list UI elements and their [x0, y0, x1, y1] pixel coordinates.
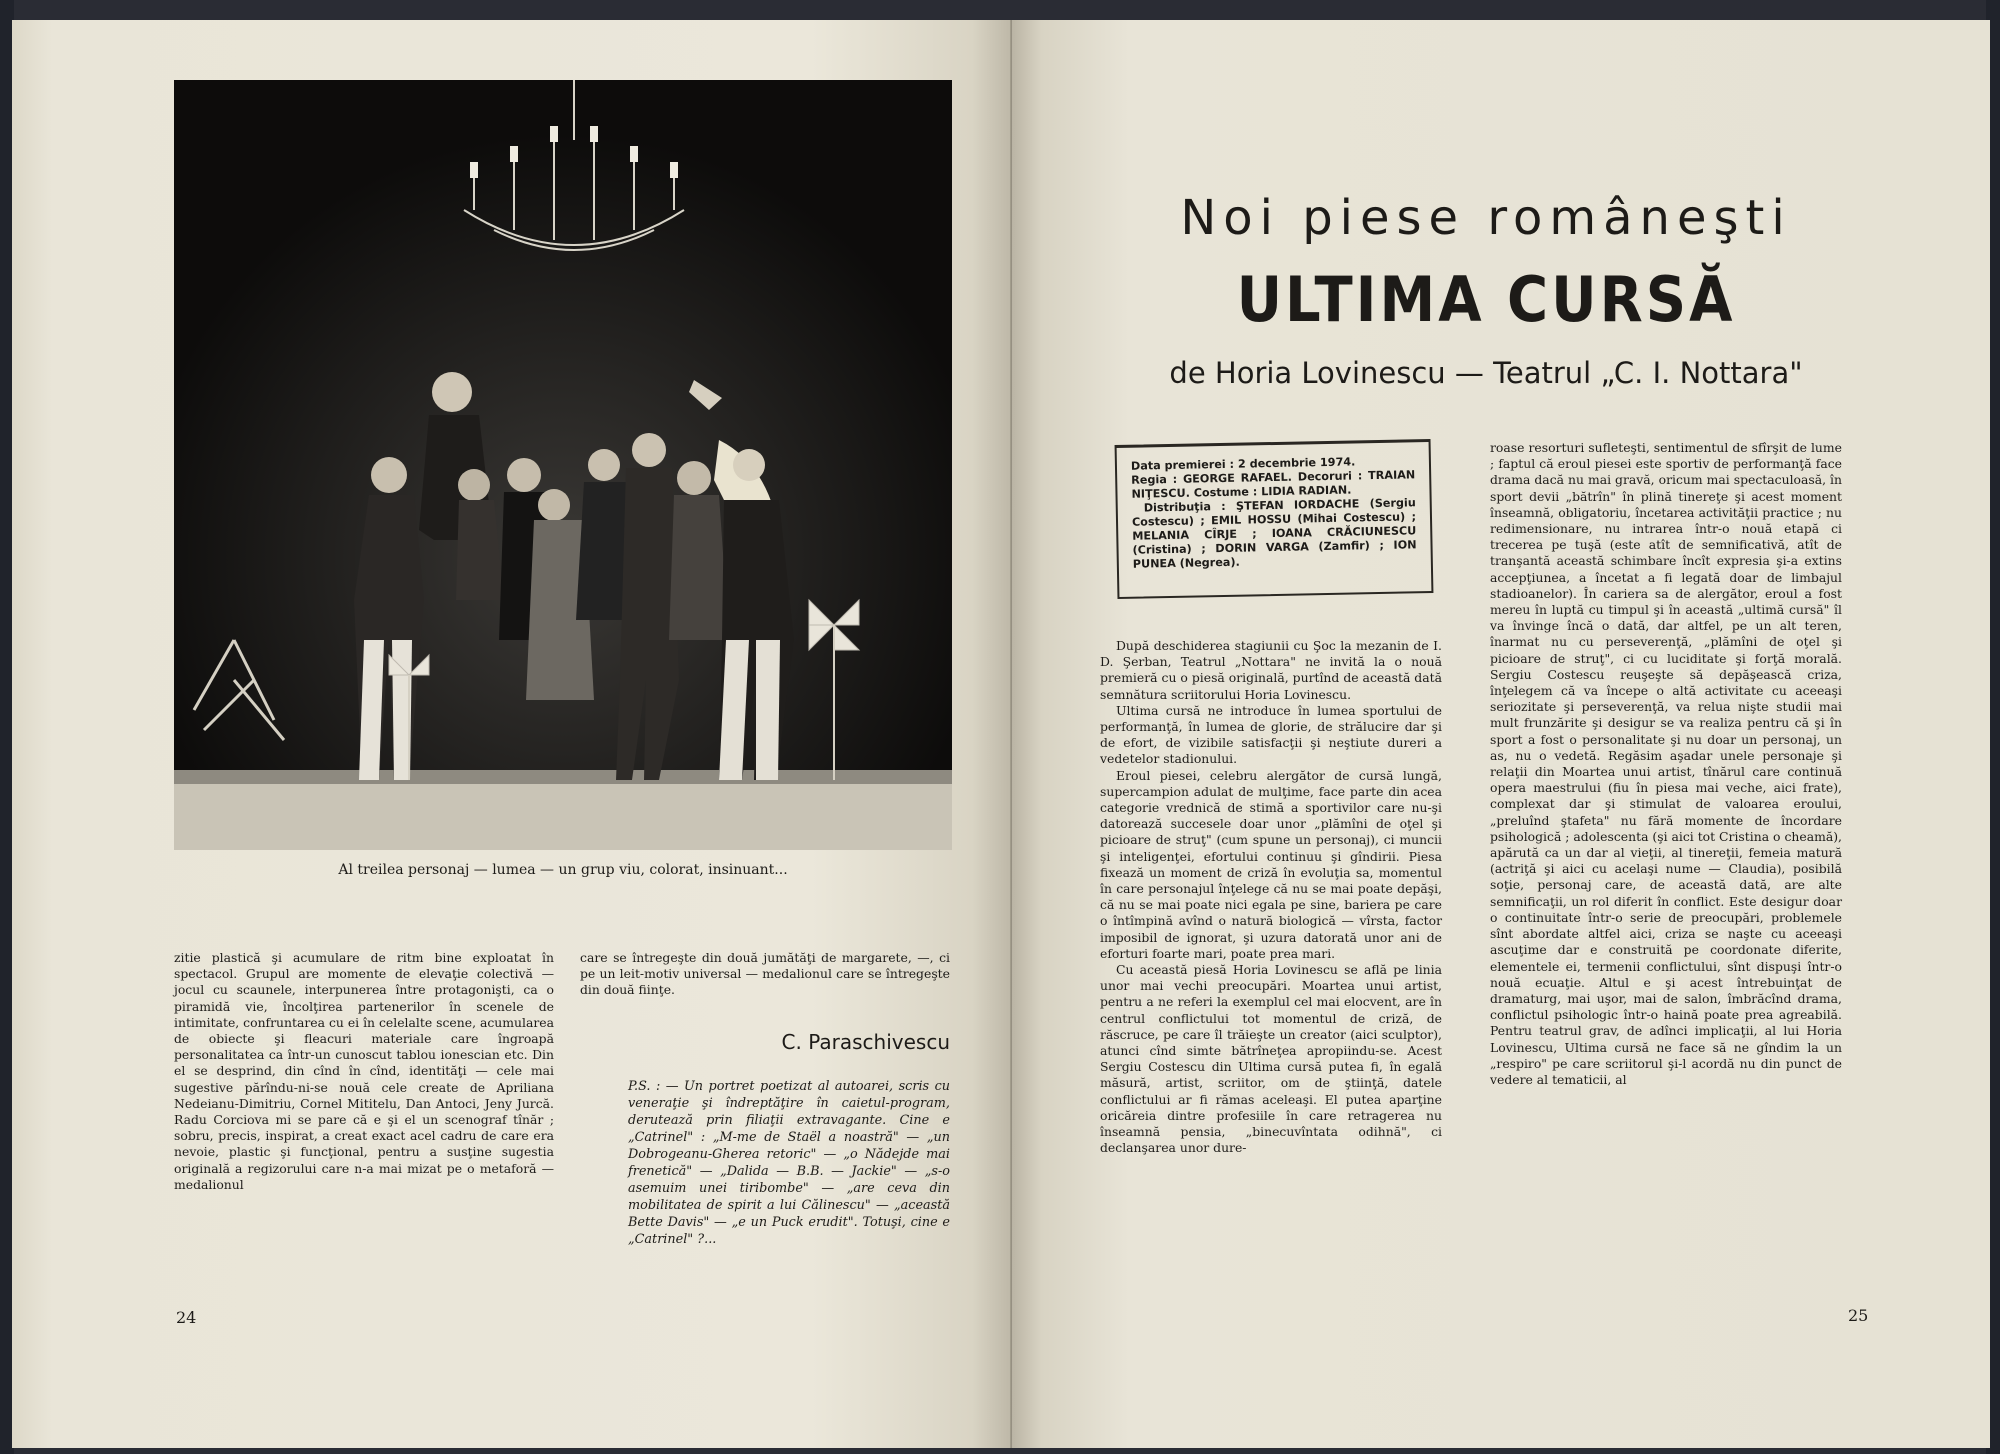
left-column-2-text: care se întregeşte din două jumătăţi de margarete, —, ci pe un leit-motiv universal — medalionul care se întregeşte din două fiinţe. — [580, 950, 950, 998]
stage-photo — [174, 80, 952, 850]
play-title: ULTIMA CURSĂ — [1236, 264, 1736, 337]
section-heading: Noi piese româneşti — [1180, 190, 1792, 246]
right-column-2 — [1490, 440, 1842, 1088]
article-paragraph: Cu această piesă Horia Lovinescu se află pe linia unor mai vechi preocupări. Moartea unui artist, pentru a ne referi la exemplul cel mai elocvent, are în centrul conflictului tot momentul de criză, de răscruce, pe care îl trăieşte un creator (aici sculptor), atunci cînd simte bătrîneţea apropiindu-se. Acest Sergiu Costescu din Ultima cursă putea fi, în egală măsură, artist, scriitor, om de ştiinţă, datele conflictului ar fi rămas aceleaşi. El putea aparţine oricăreia dintre profesiile în care retragerea nu înseamnă pensia, „binecuvîntata odihnă", ci declanşarea unor dure- — [1100, 962, 1442, 1156]
article-paragraph: Eroul piesei, celebru alergător de cursă lungă, supercampion adulat de mulţime, face parte din acea categorie vrednică de stimă a sportivilor care nu-şi datorează succesele doar unor „plămîni de oţel şi picioare de struţ" (cum spune un personaj), ci muncii şi inteligenţei, efortului continuu şi gîndirii. Piesa fixează un moment de criză în evoluţia sa, momentul în care personajul înţelege că nu se mai poate depăşi, că nu se mai poate nici egala pe sine, bariera pe care o întîmpină avînd o natură biologică — vîrsta, factor imposibil de ignorat, şi uzura datorată unor ani de eforturi foarte mari, poate prea mari. — [1100, 767, 1442, 961]
postscript-note: P.S. : — Un portret poetizat al autoarei, scris cu veneraţie şi îndreptăţire în caietul-program, derutează prin filiaţii extravagante. Cine e „Catrinel" : „M-me de Staël a noastră" — „un Dobrogeanu-Gherea retoric" — „o Nădejde mai frenetică" — „Dalida — B.B. — Jackie" — „s-o asemuim unei tiribombe" — „are ceva din mobilitatea de spirit a lui Călinescu" — „această Bette Davis" — „e un Puck erudit". Totuşi, cine e „Catrinel" ?... — [628, 1079, 950, 1247]
credits-premiere: Data premierei : 2 decembrie 1974. — [1130, 455, 1356, 473]
left-column-2 — [580, 950, 950, 999]
credits-box — [1115, 439, 1434, 599]
page-number-right: 25 — [1848, 1306, 1869, 1325]
right-column-1 — [1100, 638, 1442, 1157]
credits-cast: Distribuţia : ŞTEFAN IORDACHE (Sergiu Costescu) ; EMIL HOSSU (Mihai Costescu) ; MELANIA CÎRJE ; IOANA CRĂCIUNESCU (Cristina) ; DORIN VARGA (Zamfir) ; ION PUNEA (Negrea). — [1131, 496, 1417, 571]
article-paragraph: După deschiderea stagiunii cu Şoc la mezanin de I. D. Şerban, Teatrul „Nottara" ne invită la o nouă premieră cu o piesă originală, purtînd de această dată semnătura scriitorului Horia Lovinescu. — [1100, 638, 1442, 702]
author-signature: C. Paraschivescu — [781, 1030, 950, 1054]
page-number-left: 24 — [176, 1308, 197, 1327]
left-column-1-text: zitie plastică şi acumulare de ritm bine exploatat în spectacol. Grupul are momente de elevaţie colectivă — jocul cu scaunele, interpunerea între protagonişti, ca o piramidă vie, încolţirea partenerilor în scenele de intimitate, confruntarea cu ei în celelalte scene, acumularea de obiecte şi fleacuri materiale care îngroapă personalitatea ca într-un cunoscut tablou ionescian etc. Din el se desprind, din cînd în cînd, identităţi — cele mai sugestive părîndu-ni-se nouă cele create de Apriliana Nedeianu-Dimitriu, Cornel Mititelu, Dan Antoci, Jeny Jurcă. Radu Corciova mi se pare că e şi el un scenograf tînăr ; sobru, precis, inspirat, a creat exact acel cadru de care era nevoie, plastic şi funcţional, pentru a susţine sugestia originală a regizorului care n-a mai mizat pe o metaforă — medalionul — [174, 950, 554, 1192]
play-byline: de Horia Lovinescu — Teatrul „C. I. Nottara" — [1169, 356, 1803, 390]
article-paragraph: roase resorturi sufleteşti, sentimentul de sfîrşit de lume ; faptul că eroul piesei este sportiv de performanţă face drama dacă nu mai gravă, oricum mai spectaculoasă, în sport devii „bătrîn" în plină tinereţe şi acest moment înseamnă, obligatoriu, încetarea activităţii practice ; nu redimensionare, nu intrarea într-o nouă etapă ci trecerea pe tuşă (este atît de semnificativă, atît de tranşantă această schimbare încît expresia şi-a extins accepţiunea, a încetat a fi legată doar de limbajul stadioanelor). În cariera sa de alergător, eroul a fost mereu în luptă cu timpul şi în această „ultimă cursă" îl va învinge încă o dată, dar altfel, pe un alt teren, înarmat nu cu perseverenţă, „plămîni de oţel şi picioare de struţ", ci cu luciditate şi forţă morală. Sergiu Costescu reuşeşte să depăşească criza, înţelegem că va începe o altă activitate cu aceeaşi seriozitate şi perseverenţă, va relua nişte studii mai mult frunzărite şi desigur se va realiza pentru că şi în sport a fost o personalitate şi nu doar un personaj, un as, nu o vedetă. Regăsim aşadar unele personaje şi relaţii din Moartea unui artist, tînărul care continuă opera maestrului (fiu în piesa mai veche, aici frate), complexat dar şi stimulat de valoarea eroului, „preluînd ştafeta" nu fără momente de încordare psihologică ; adolescenta (şi aici tot Cristina o cheamă), apărută ca un dar al vieţii, al tinereţii, femeia matură (actriţă şi aici cu acelaşi nume — Claudia), posibilă soţie, personaj care, de această dată, are alte semnificaţii, un rol diferit în conflict. Este desigur doar o continuitate într-o serie de preocupări, problemele sînt abordate altfel aici, criza se naşte cu aceeaşi ascuţime dar e construită pe coordonate diferite, elementele ei, termenii conflictului, sînt dispuşi într-o nouă ecuaţie. Altul e şi acest întrebuinţat de dramaturg, mai uşor, mai de salon, îmbrăcînd drama, conflictul psihologic într-o haină poate prea agreabilă. Pentru teatrul grav, de adînci implicaţii, al lui Horia Lovinescu, Ultima cursă ne face să ne gîndim la un „respiro" pe care scriitorul şi-l acordă nu din punct de vedere al tematicii, al — [1490, 440, 1842, 1087]
photo-caption: Al treilea personaj — lumea — un grup viu, colorat, insinuant... — [338, 862, 788, 878]
article-paragraph: Ultima cursă ne introduce în lumea sportului de performanţă, în lumea de glorie, de strălucire dar şi de efort, de vizibile satisfacţii şi neştiute dureri a vedetelor stadionului. — [1100, 702, 1442, 767]
stage-photo-graphic — [174, 80, 952, 850]
left-column-1 — [174, 950, 554, 1193]
credits-staff: Regia : GEORGE RAFAEL. Decoruri : TRAIAN NIŢESCU. Costume : LIDIA RADIAN. — [1131, 468, 1416, 501]
